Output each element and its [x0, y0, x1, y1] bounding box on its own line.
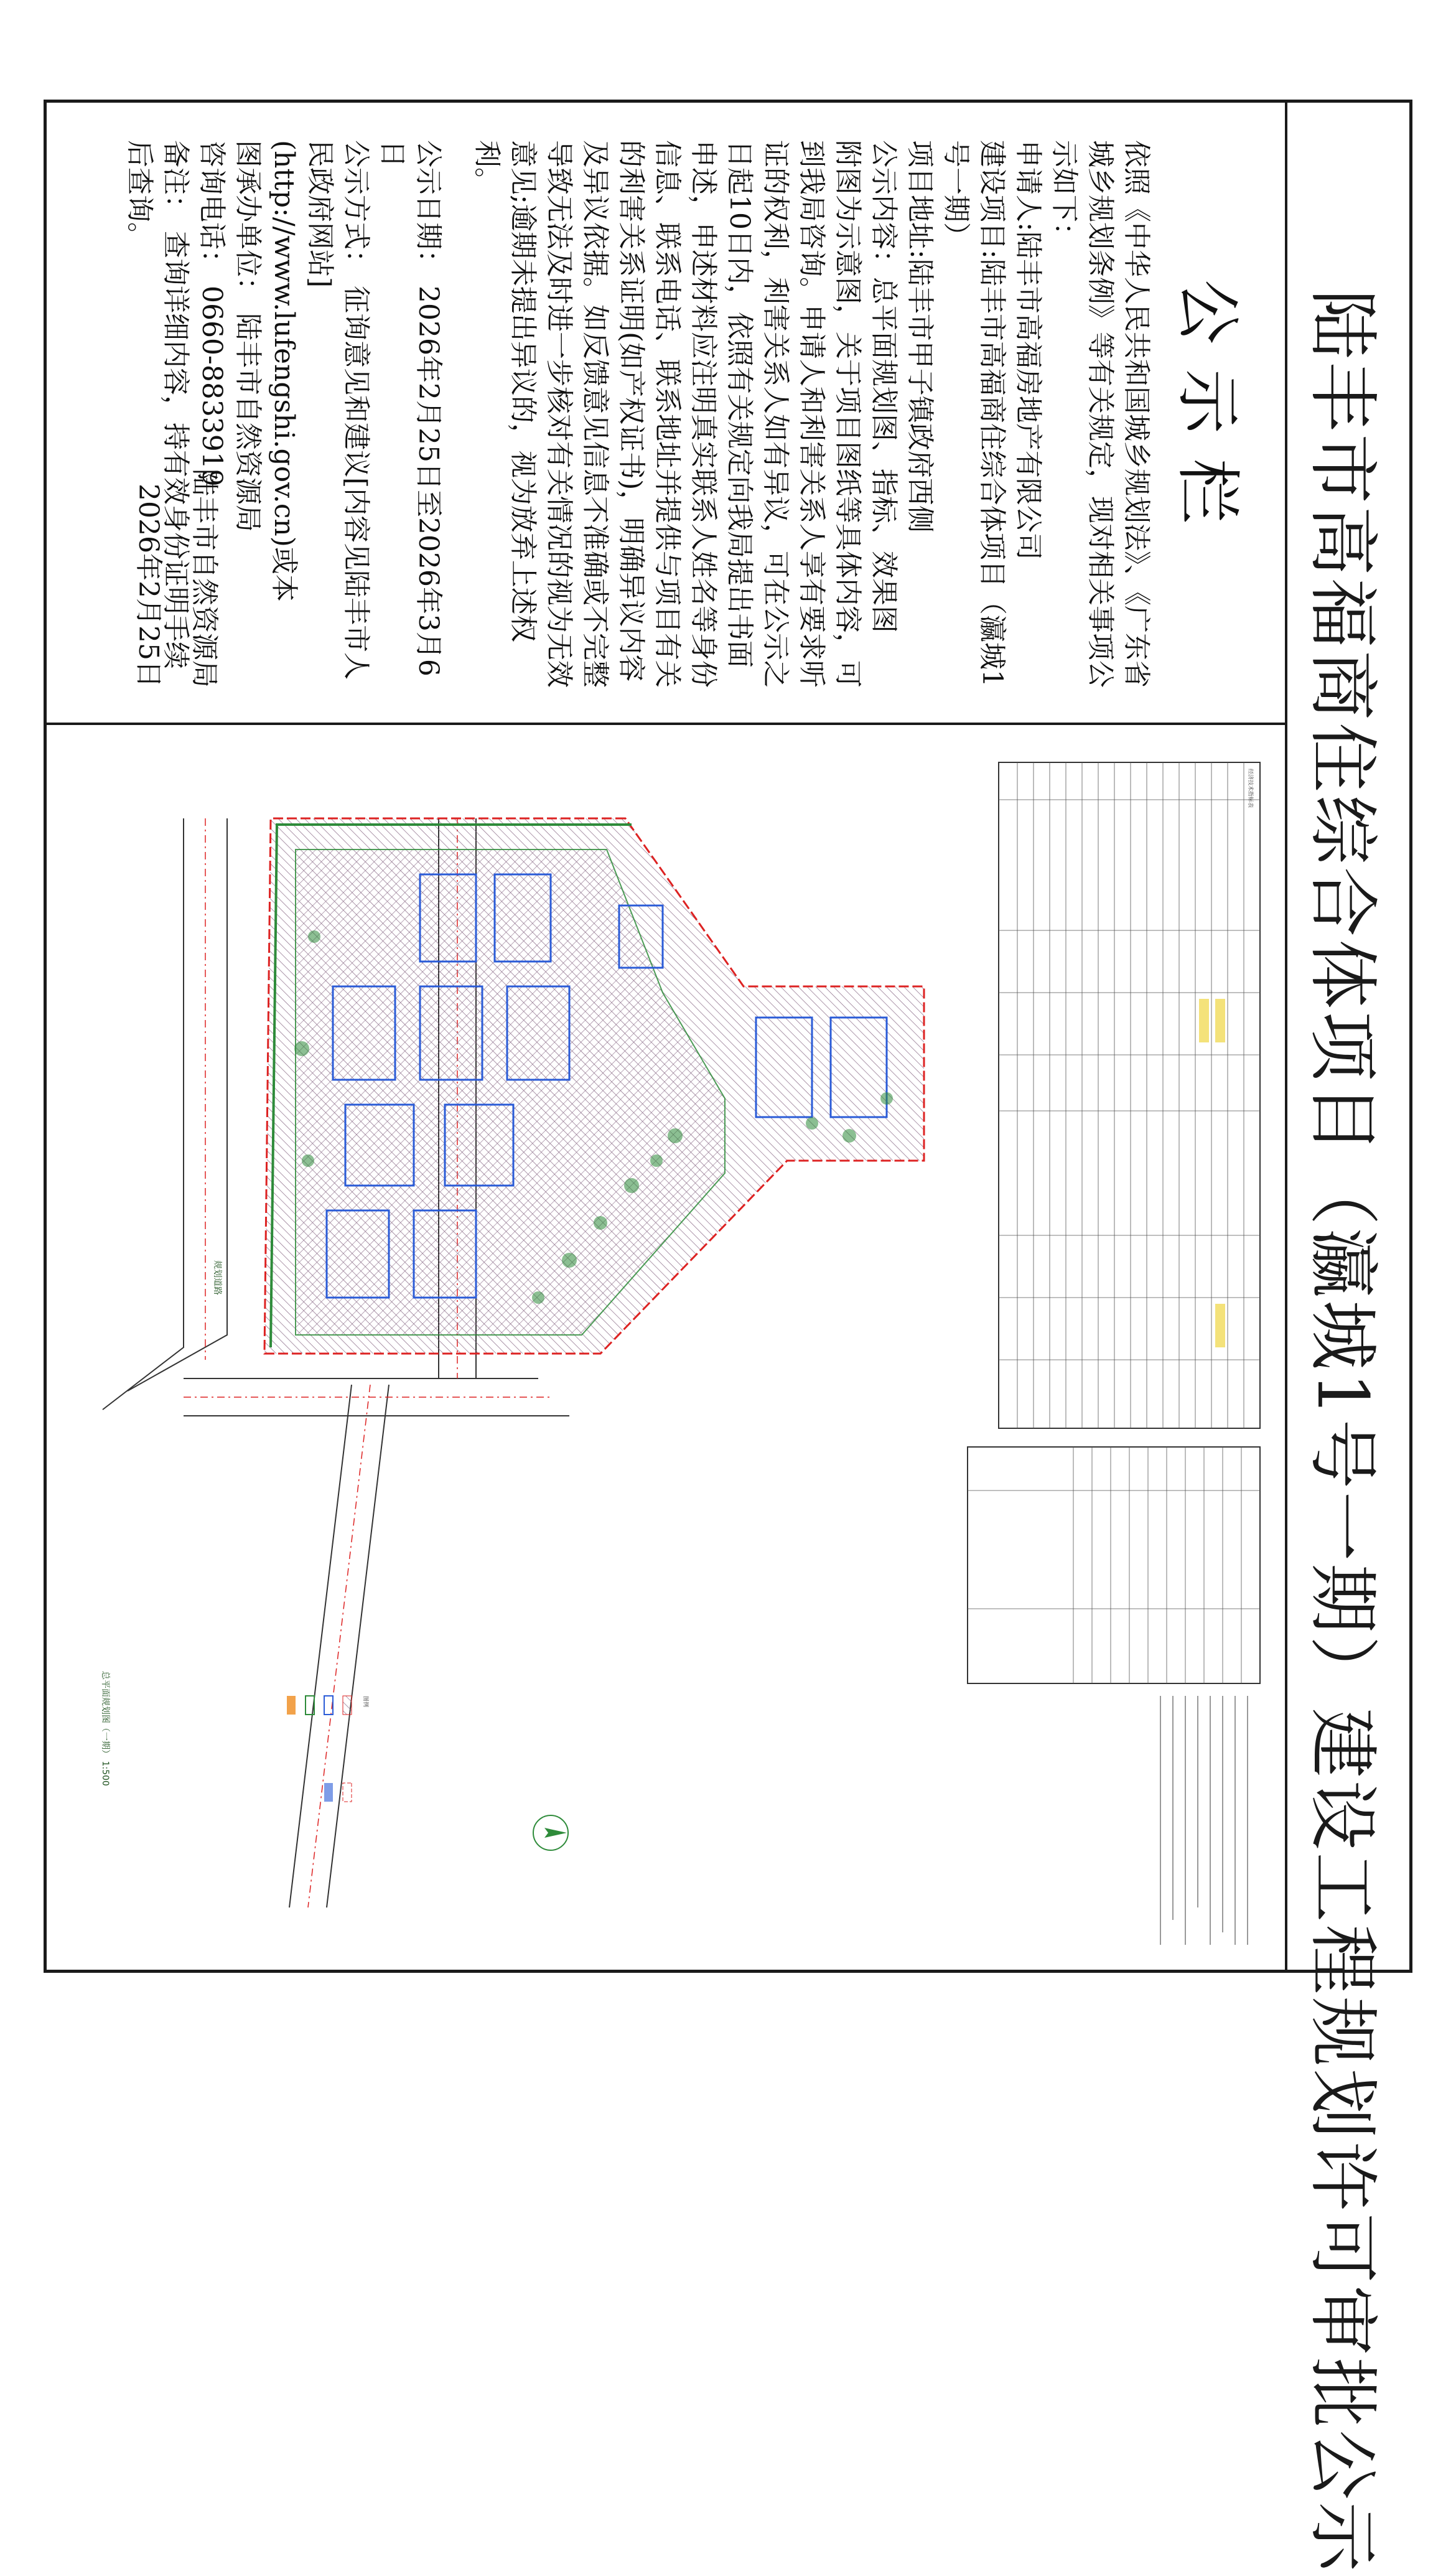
page-title: 陆丰市高福商住综合体项目（瀛城1号一期）建设工程规划许可审批公示 [1302, 289, 1383, 2574]
notice-address: 项目地址:陆丰市甲子镇政府西侧 [904, 140, 936, 533]
notice-body [121, 140, 1154, 688]
notice-sheet [44, 100, 1412, 2574]
signature-org: 陆丰市自然资源局 [189, 469, 220, 688]
notice-objection-terms: 附图为示意图，关于项目图纸等具体内容，可到我局咨询。申请人和利害关系人享有要求听证的权利，利害关系人如有异议，可在公示之日起10日内，依照有关规定向我局提出书面申述，申述材料应注明真实联系人姓名等身份信息、联系电话、联系地址并提供与项目有关的利害关系证明(如产权证书)，明确异议内容及异议依据。如反馈意见信息不准确或不完整导致无法及时进一步核对有关情况的视为无效意见;逾期未提出异议的，视为放弃上述权利。 [471, 140, 864, 688]
technical-indicator-table [999, 762, 1260, 1428]
notice-applicant: 申请人:陆丰市高福房地产有限公司 [1012, 140, 1044, 560]
legend [287, 1696, 370, 1802]
notice-method: 公示方式： 征询意见和建议[内容见陆丰市人民政府网站](http://www.lufengshi.gov.cn)或本 [268, 140, 372, 680]
plan-caption: 总平面规划图（一期） 1:500 [100, 1671, 110, 1786]
legend-title: 图例 [362, 1696, 368, 1708]
notice-content: 公示内容：总平面规划图、指标、效果图 [868, 140, 900, 633]
notice-phone: 咨询电话： 0660-8833919 [196, 140, 228, 487]
secondary-indicator-table [968, 1447, 1260, 1683]
notice-period: 公示日期： 2026年2月25日至2026年3月6日 [376, 140, 444, 676]
north-arrow-icon [533, 1815, 568, 1850]
notice-project: 建设项目:陆丰市高福商住综合体项目（瀛城1号一期） [940, 140, 1008, 687]
notice-column [47, 103, 1285, 725]
notice-undertaker: 图承办单位： 陆丰市自然资源局 [232, 140, 264, 532]
notice-remark: 备注： 查询详细内容，持有效身份证明手续后查询。 [124, 140, 192, 669]
notice-heading: 公示栏 [1170, 279, 1246, 548]
drawing-notes [1160, 1696, 1248, 1945]
notice-paragraph: 依照《中华人民共和国城乡规划法》、《广东省城乡规划条例》等有关规定，现对相关事项公示如下： [1048, 140, 1152, 688]
table-title: 经济技术指标表 [1247, 769, 1253, 808]
title-strip [1285, 103, 1409, 2574]
signature-date: 2026年2月25日 [133, 484, 164, 688]
site-plan-drawing [47, 725, 1285, 1970]
road-label: 规划道路 [212, 1260, 222, 1295]
site-plan-column [47, 725, 1285, 1970]
notice-board [47, 103, 1409, 2574]
